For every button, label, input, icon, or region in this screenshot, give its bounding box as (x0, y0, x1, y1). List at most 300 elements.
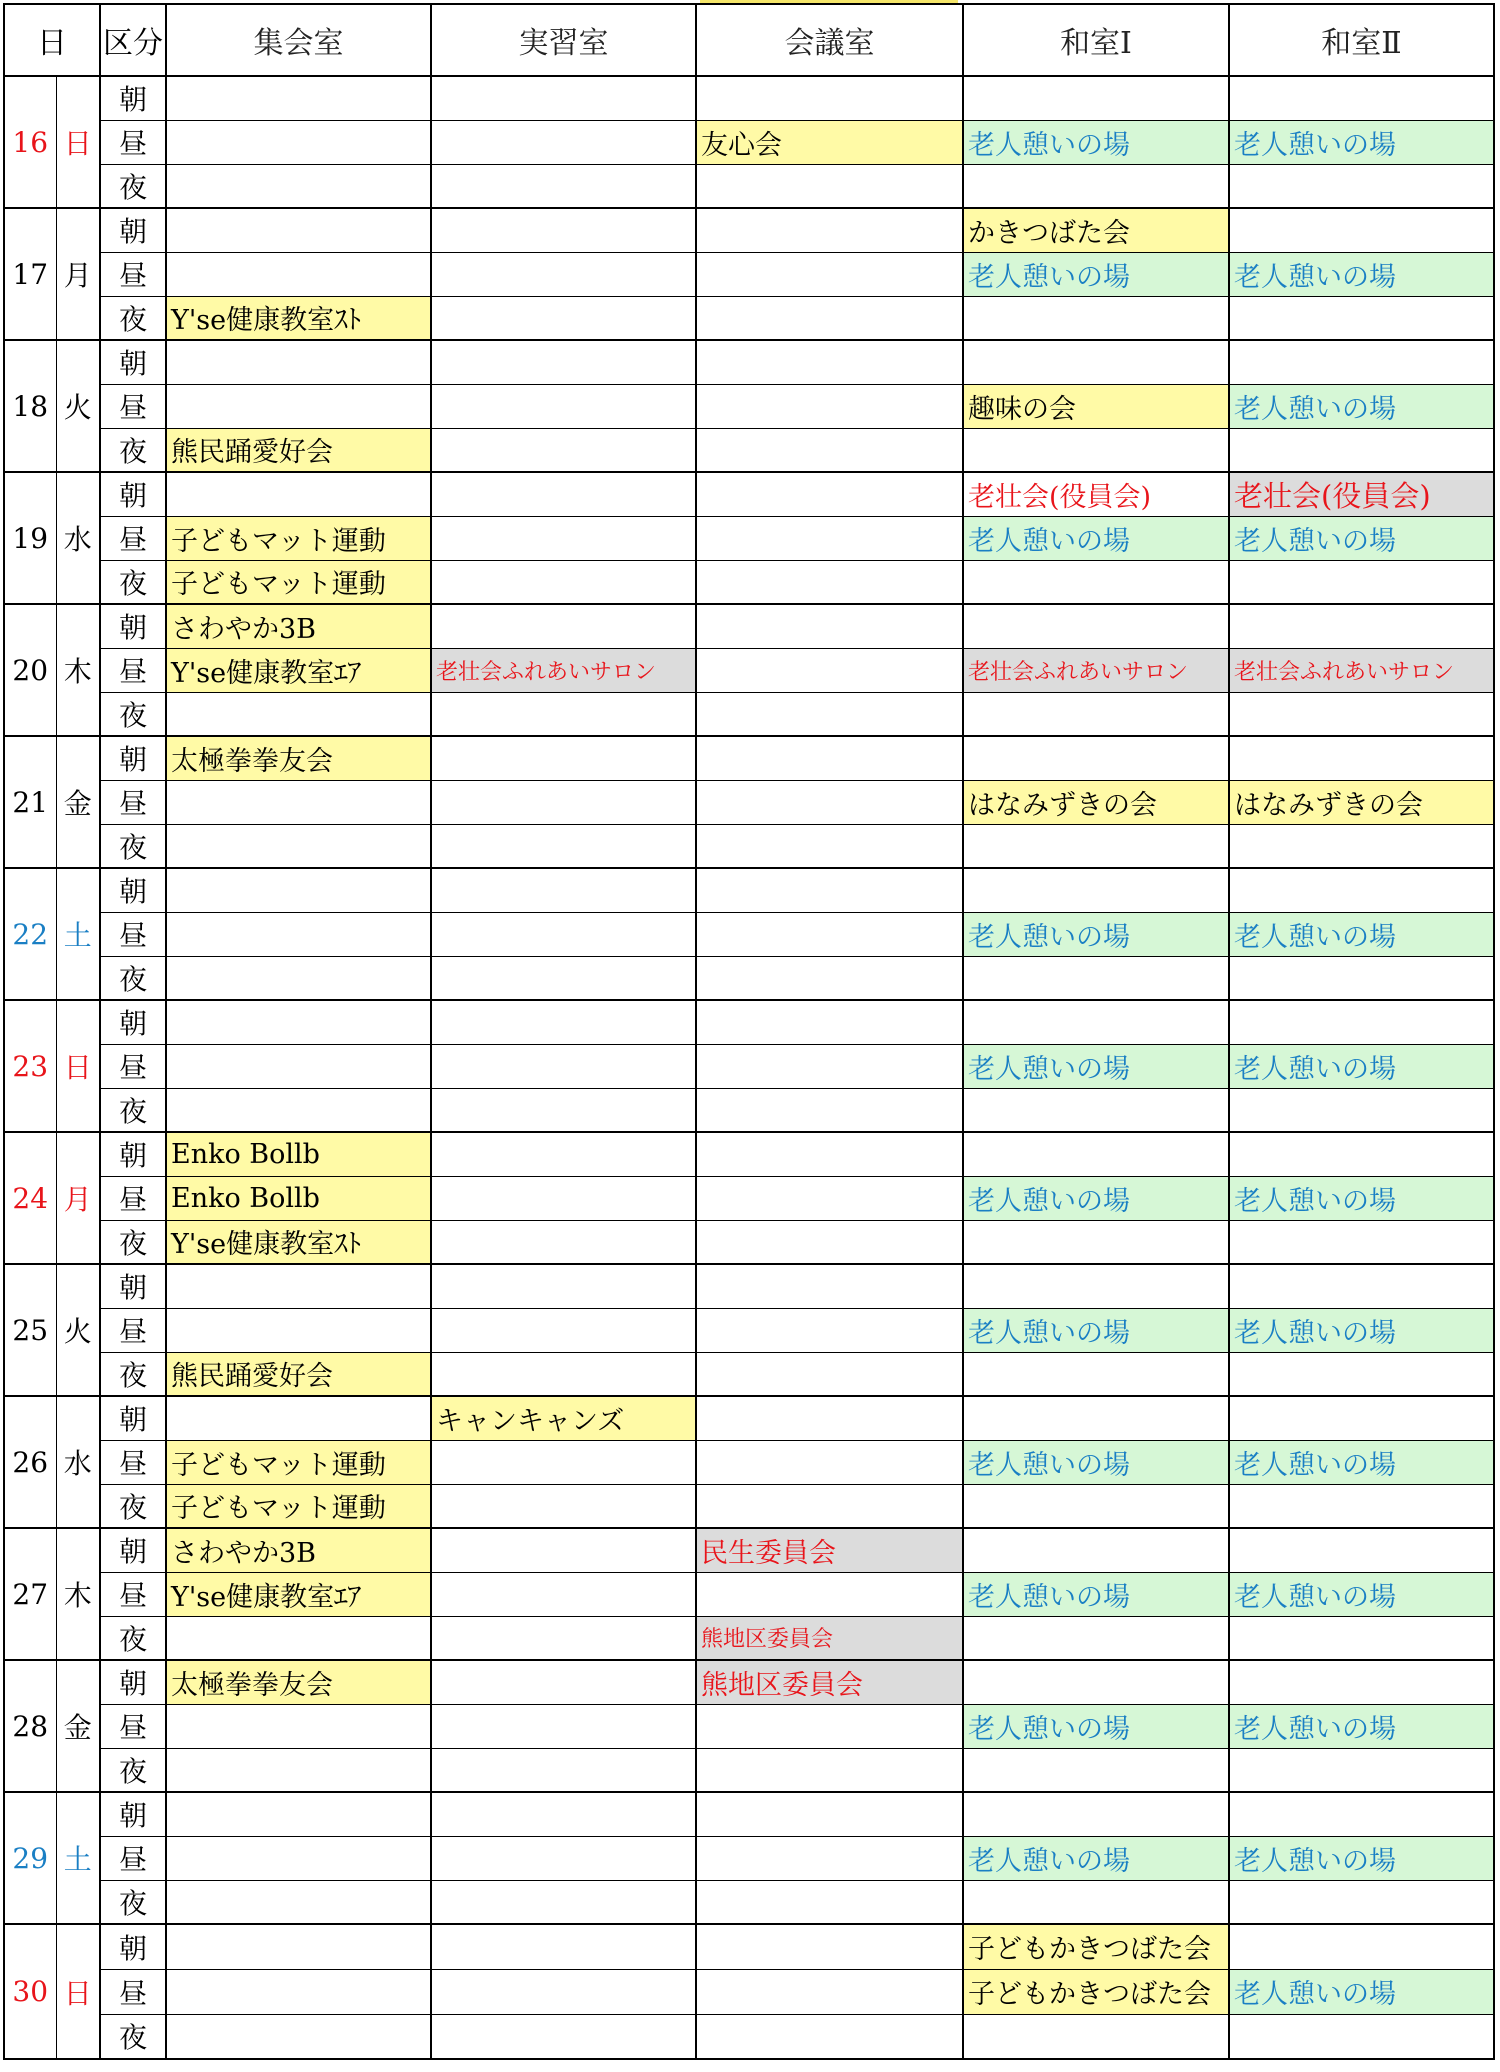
booking-cell-washitsu-2[interactable]: 老人憩いの場 (1229, 252, 1494, 296)
day-number: 27 (4, 1528, 56, 1660)
booking-cell-washitsu-2[interactable] (1229, 1616, 1494, 1660)
time-slot-label: 昼 (100, 1969, 166, 2014)
booking-cell-meeting[interactable] (696, 516, 963, 560)
booking-cell-meeting[interactable] (696, 780, 963, 824)
booking-cell-washitsu-2[interactable] (1229, 1484, 1494, 1528)
booking-cell-washitsu-2[interactable] (1229, 1924, 1494, 1969)
schedule-row (4, 1088, 1494, 1132)
booking-cell-practice[interactable] (431, 692, 696, 736)
booking-cell-washitsu-2[interactable] (1229, 76, 1494, 120)
booking-cell-washitsu-2[interactable] (1229, 340, 1494, 384)
day-of-week: 木 (56, 604, 100, 736)
booking-cell-practice[interactable]: 老壮会ふれあいサロン (431, 648, 696, 692)
booking-cell-practice[interactable] (431, 472, 696, 516)
day-number: 29 (4, 1792, 56, 1924)
booking-cell-assembly[interactable] (166, 912, 431, 956)
booking-cell-practice[interactable] (431, 1969, 696, 2014)
booking-cell-washitsu-1[interactable] (963, 76, 1229, 120)
booking-cell-washitsu-2[interactable]: 老人憩いの場 (1229, 516, 1494, 560)
booking-cell-assembly[interactable]: 熊民踊愛好会 (166, 1352, 431, 1396)
booking-cell-washitsu-2[interactable]: 老壮会ふれあいサロン (1229, 648, 1494, 692)
booking-cell-practice[interactable] (431, 1924, 696, 1969)
booking-cell-washitsu-2[interactable]: はなみずきの会 (1229, 780, 1494, 824)
schedule-row (4, 1880, 1494, 1924)
booking-cell-washitsu-2[interactable]: 老人憩いの場 (1229, 1836, 1494, 1880)
booking-cell-assembly[interactable] (166, 252, 431, 296)
booking-cell-assembly[interactable] (166, 472, 431, 516)
booking-cell-assembly[interactable]: 太極拳拳友会 (166, 736, 431, 780)
booking-cell-meeting[interactable] (696, 1352, 963, 1396)
schedule-row (4, 648, 1494, 692)
schedule-row (4, 164, 1494, 208)
booking-cell-assembly[interactable] (166, 164, 431, 208)
booking-cell-practice[interactable] (431, 1528, 696, 1572)
booking-cell-assembly[interactable]: Y'se健康教室ｴｱ (166, 648, 431, 692)
booking-cell-assembly[interactable] (166, 956, 431, 1000)
booking-cell-assembly[interactable] (166, 1044, 431, 1088)
schedule-row (4, 912, 1494, 956)
booking-cell-assembly[interactable] (166, 780, 431, 824)
header-room-assembly: 集会室 (166, 4, 431, 76)
booking-cell-meeting[interactable] (696, 1924, 963, 1969)
day-of-week: 日 (56, 76, 100, 208)
booking-cell-washitsu-1[interactable] (963, 1792, 1229, 1836)
booking-cell-assembly[interactable]: Y'se健康教室ｽﾄ (166, 1220, 431, 1264)
booking-cell-meeting[interactable] (696, 648, 963, 692)
booking-cell-washitsu-2[interactable]: 老人憩いの場 (1229, 1704, 1494, 1748)
schedule-row (4, 1396, 1494, 1440)
time-slot-label: 昼 (100, 252, 166, 296)
booking-cell-meeting[interactable] (696, 2014, 963, 2059)
booking-cell-washitsu-2[interactable] (1229, 1220, 1494, 1264)
booking-cell-washitsu-2[interactable]: 老人憩いの場 (1229, 120, 1494, 164)
booking-cell-practice[interactable] (431, 1352, 696, 1396)
time-slot-label: 朝 (100, 1792, 166, 1836)
booking-cell-meeting[interactable] (696, 1440, 963, 1484)
booking-cell-washitsu-1[interactable]: 老人憩いの場 (963, 1704, 1229, 1748)
booking-cell-assembly[interactable] (166, 1264, 431, 1308)
booking-cell-meeting[interactable]: 友心会 (696, 120, 963, 164)
booking-cell-practice[interactable] (431, 2014, 696, 2059)
booking-cell-meeting[interactable] (696, 296, 963, 340)
booking-cell-practice[interactable] (431, 604, 696, 648)
booking-cell-practice[interactable] (431, 1264, 696, 1308)
schedule-row (4, 1528, 1494, 1572)
booking-cell-assembly[interactable] (166, 824, 431, 868)
booking-cell-washitsu-2[interactable] (1229, 428, 1494, 472)
booking-cell-washitsu-1[interactable]: 子どもかきつばた会 (963, 1969, 1229, 2014)
booking-cell-assembly[interactable] (166, 1880, 431, 1924)
booking-cell-washitsu-1[interactable] (963, 1748, 1229, 1792)
booking-cell-practice[interactable] (431, 428, 696, 472)
booking-cell-washitsu-1[interactable] (963, 604, 1229, 648)
booking-cell-washitsu-1[interactable]: 老人憩いの場 (963, 1836, 1229, 1880)
booking-cell-assembly[interactable]: Y'se健康教室ｴｱ (166, 1572, 431, 1616)
booking-cell-assembly[interactable] (166, 1969, 431, 2014)
schedule-row (4, 208, 1494, 252)
time-slot-label: 朝 (100, 868, 166, 912)
time-slot-label: 夜 (100, 1748, 166, 1792)
booking-cell-meeting[interactable] (696, 1176, 963, 1220)
booking-cell-practice[interactable] (431, 296, 696, 340)
booking-cell-washitsu-1[interactable] (963, 428, 1229, 472)
time-slot-label: 夜 (100, 2014, 166, 2059)
booking-cell-washitsu-2[interactable] (1229, 604, 1494, 648)
booking-cell-meeting[interactable] (696, 1484, 963, 1528)
booking-cell-washitsu-2[interactable]: 老壮会(役員会) (1229, 472, 1494, 516)
booking-cell-meeting[interactable] (696, 428, 963, 472)
day-of-week: 土 (56, 868, 100, 1000)
booking-cell-washitsu-2[interactable]: 老人憩いの場 (1229, 384, 1494, 428)
booking-cell-practice[interactable] (431, 164, 696, 208)
booking-cell-assembly[interactable] (166, 868, 431, 912)
booking-cell-washitsu-2[interactable] (1229, 1880, 1494, 1924)
booking-cell-washitsu-2[interactable] (1229, 164, 1494, 208)
day-number: 18 (4, 340, 56, 472)
schedule-row (4, 1264, 1494, 1308)
booking-cell-assembly[interactable] (166, 340, 431, 384)
booking-cell-washitsu-1[interactable] (963, 1352, 1229, 1396)
booking-cell-meeting[interactable] (696, 912, 963, 956)
booking-cell-meeting[interactable] (696, 1792, 963, 1836)
schedule-row (4, 1220, 1494, 1264)
day-number: 25 (4, 1264, 56, 1396)
booking-cell-meeting[interactable]: 熊地区委員会 (696, 1660, 963, 1704)
booking-cell-assembly[interactable] (166, 2014, 431, 2059)
header-slot: 区分 (100, 4, 166, 76)
booking-cell-assembly[interactable]: さわやか3B (166, 604, 431, 648)
booking-cell-meeting[interactable] (696, 1880, 963, 1924)
time-slot-label: 夜 (100, 560, 166, 604)
time-slot-label: 昼 (100, 384, 166, 428)
booking-cell-washitsu-1[interactable]: かきつばた会 (963, 208, 1229, 252)
booking-cell-assembly[interactable]: 太極拳拳友会 (166, 1660, 431, 1704)
booking-cell-assembly[interactable] (166, 1792, 431, 1836)
time-slot-label: 夜 (100, 1088, 166, 1132)
booking-cell-meeting[interactable] (696, 340, 963, 384)
booking-cell-meeting[interactable] (696, 252, 963, 296)
booking-cell-washitsu-1[interactable] (963, 1132, 1229, 1176)
booking-cell-assembly[interactable] (166, 76, 431, 120)
booking-cell-washitsu-1[interactable]: 老人憩いの場 (963, 1440, 1229, 1484)
booking-cell-meeting[interactable] (696, 1748, 963, 1792)
booking-cell-practice[interactable] (431, 1176, 696, 1220)
booking-cell-washitsu-1[interactable]: 老人憩いの場 (963, 1044, 1229, 1088)
booking-cell-meeting[interactable] (696, 956, 963, 1000)
booking-cell-practice[interactable] (431, 208, 696, 252)
booking-cell-practice[interactable] (431, 1572, 696, 1616)
day-of-week: 日 (56, 1924, 100, 2059)
booking-cell-practice[interactable] (431, 1000, 696, 1044)
booking-cell-practice[interactable] (431, 1220, 696, 1264)
booking-cell-washitsu-2[interactable] (1229, 1792, 1494, 1836)
booking-cell-practice[interactable] (431, 956, 696, 1000)
booking-cell-practice[interactable] (431, 1704, 696, 1748)
booking-cell-washitsu-2[interactable] (1229, 1000, 1494, 1044)
booking-cell-washitsu-2[interactable]: 老人憩いの場 (1229, 1969, 1494, 2014)
time-slot-label: 夜 (100, 1484, 166, 1528)
booking-cell-practice[interactable] (431, 76, 696, 120)
booking-cell-washitsu-1[interactable]: はなみずきの会 (963, 780, 1229, 824)
booking-cell-meeting[interactable] (696, 1132, 963, 1176)
booking-cell-washitsu-1[interactable]: 趣味の会 (963, 384, 1229, 428)
booking-cell-washitsu-1[interactable]: 老人憩いの場 (963, 1308, 1229, 1352)
booking-cell-practice[interactable] (431, 868, 696, 912)
booking-cell-washitsu-2[interactable] (1229, 1352, 1494, 1396)
booking-cell-washitsu-2[interactable] (1229, 296, 1494, 340)
booking-cell-washitsu-2[interactable] (1229, 956, 1494, 1000)
booking-cell-washitsu-1[interactable] (963, 692, 1229, 736)
schedule-row (4, 1748, 1494, 1792)
booking-cell-assembly[interactable] (166, 692, 431, 736)
day-of-week: 日 (56, 1000, 100, 1132)
booking-cell-practice[interactable] (431, 252, 696, 296)
schedule-row (4, 120, 1494, 164)
booking-cell-washitsu-1[interactable]: 老人憩いの場 (963, 1572, 1229, 1616)
booking-cell-assembly[interactable] (166, 1396, 431, 1440)
booking-cell-meeting[interactable]: 熊地区委員会 (696, 1616, 963, 1660)
booking-cell-washitsu-2[interactable]: 老人憩いの場 (1229, 912, 1494, 956)
booking-cell-assembly[interactable] (166, 120, 431, 164)
time-slot-label: 夜 (100, 296, 166, 340)
booking-cell-washitsu-1[interactable]: 老人憩いの場 (963, 252, 1229, 296)
booking-cell-practice[interactable] (431, 1308, 696, 1352)
schedule-row (4, 1000, 1494, 1044)
booking-cell-washitsu-1[interactable]: 老人憩いの場 (963, 120, 1229, 164)
booking-cell-washitsu-1[interactable] (963, 1528, 1229, 1572)
booking-cell-washitsu-1[interactable] (963, 1484, 1229, 1528)
booking-cell-practice[interactable] (431, 384, 696, 428)
booking-cell-meeting[interactable] (696, 1969, 963, 2014)
booking-cell-meeting[interactable] (696, 1308, 963, 1352)
booking-cell-washitsu-2[interactable] (1229, 1528, 1494, 1572)
booking-cell-practice[interactable] (431, 912, 696, 956)
booking-cell-washitsu-1[interactable] (963, 736, 1229, 780)
booking-cell-washitsu-2[interactable] (1229, 824, 1494, 868)
schedule-row (4, 780, 1494, 824)
booking-cell-washitsu-2[interactable] (1229, 1132, 1494, 1176)
booking-cell-practice[interactable] (431, 1484, 696, 1528)
schedule-body (4, 76, 1494, 2059)
schedule-row (4, 1969, 1494, 2014)
schedule-row (4, 1176, 1494, 1220)
booking-cell-assembly[interactable] (166, 1704, 431, 1748)
booking-cell-meeting[interactable] (696, 76, 963, 120)
booking-cell-washitsu-1[interactable] (963, 164, 1229, 208)
booking-cell-meeting[interactable] (696, 736, 963, 780)
day-number: 30 (4, 1924, 56, 2059)
booking-cell-washitsu-2[interactable]: 老人憩いの場 (1229, 1308, 1494, 1352)
booking-cell-practice[interactable]: キャンキャンズ (431, 1396, 696, 1440)
booking-cell-assembly[interactable] (166, 1836, 431, 1880)
booking-cell-washitsu-1[interactable]: 老人憩いの場 (963, 1176, 1229, 1220)
booking-cell-practice[interactable] (431, 1616, 696, 1660)
booking-cell-washitsu-2[interactable] (1229, 868, 1494, 912)
booking-cell-washitsu-2[interactable]: 老人憩いの場 (1229, 1440, 1494, 1484)
booking-cell-washitsu-2[interactable]: 老人憩いの場 (1229, 1176, 1494, 1220)
time-slot-label: 昼 (100, 516, 166, 560)
booking-cell-washitsu-2[interactable] (1229, 208, 1494, 252)
booking-cell-meeting[interactable] (696, 1264, 963, 1308)
booking-cell-washitsu-1[interactable] (963, 340, 1229, 384)
schedule-row (4, 1660, 1494, 1704)
booking-cell-washitsu-1[interactable] (963, 1660, 1229, 1704)
schedule-row (4, 252, 1494, 296)
booking-cell-assembly[interactable]: 子どもマット運動 (166, 1440, 431, 1484)
schedule-row (4, 472, 1494, 516)
booking-cell-meeting[interactable] (696, 1836, 963, 1880)
booking-cell-practice[interactable] (431, 340, 696, 384)
booking-cell-practice[interactable] (431, 560, 696, 604)
booking-cell-assembly[interactable] (166, 1748, 431, 1792)
time-slot-label: 夜 (100, 1220, 166, 1264)
booking-cell-meeting[interactable] (696, 604, 963, 648)
booking-cell-assembly[interactable] (166, 1924, 431, 1969)
day-number: 21 (4, 736, 56, 868)
booking-cell-assembly[interactable]: Enko Bollb (166, 1132, 431, 1176)
day-of-week: 月 (56, 208, 100, 340)
booking-cell-assembly[interactable]: 子どもマット運動 (166, 1484, 431, 1528)
time-slot-label: 朝 (100, 472, 166, 516)
schedule-row (4, 1616, 1494, 1660)
schedule-row (4, 956, 1494, 1000)
time-slot-label: 朝 (100, 1528, 166, 1572)
booking-cell-meeting[interactable] (696, 1088, 963, 1132)
booking-cell-assembly[interactable] (166, 1088, 431, 1132)
booking-cell-meeting[interactable] (696, 1396, 963, 1440)
booking-cell-meeting[interactable] (696, 384, 963, 428)
booking-cell-practice[interactable] (431, 1792, 696, 1836)
time-slot-label: 昼 (100, 1572, 166, 1616)
booking-cell-meeting[interactable] (696, 824, 963, 868)
booking-cell-meeting[interactable]: 民生委員会 (696, 1528, 963, 1572)
booking-cell-practice[interactable] (431, 1132, 696, 1176)
booking-cell-washitsu-1[interactable] (963, 296, 1229, 340)
schedule-row (4, 296, 1494, 340)
booking-cell-washitsu-1[interactable] (963, 1880, 1229, 1924)
booking-cell-assembly[interactable] (166, 1308, 431, 1352)
booking-cell-assembly[interactable]: Y'se健康教室ｽﾄ (166, 296, 431, 340)
booking-cell-practice[interactable] (431, 736, 696, 780)
schedule-row (4, 1352, 1494, 1396)
time-slot-label: 夜 (100, 1880, 166, 1924)
booking-cell-meeting[interactable] (696, 1704, 963, 1748)
booking-cell-practice[interactable] (431, 120, 696, 164)
booking-cell-washitsu-1[interactable] (963, 868, 1229, 912)
time-slot-label: 朝 (100, 736, 166, 780)
booking-cell-meeting[interactable] (696, 560, 963, 604)
booking-cell-meeting[interactable] (696, 1572, 963, 1616)
booking-cell-practice[interactable] (431, 1088, 696, 1132)
booking-cell-washitsu-2[interactable] (1229, 2014, 1494, 2059)
booking-cell-washitsu-1[interactable] (963, 1000, 1229, 1044)
time-slot-label: 夜 (100, 428, 166, 472)
booking-cell-practice[interactable] (431, 824, 696, 868)
booking-cell-washitsu-2[interactable] (1229, 1396, 1494, 1440)
booking-cell-washitsu-1[interactable]: 子どもかきつばた会 (963, 1924, 1229, 1969)
booking-cell-practice[interactable] (431, 1836, 696, 1880)
booking-cell-practice[interactable] (431, 1660, 696, 1704)
booking-cell-assembly[interactable] (166, 208, 431, 252)
booking-cell-washitsu-1[interactable] (963, 1616, 1229, 1660)
booking-cell-washitsu-2[interactable] (1229, 1264, 1494, 1308)
booking-cell-washitsu-1[interactable]: 老壮会(役員会) (963, 472, 1229, 516)
booking-cell-washitsu-2[interactable] (1229, 560, 1494, 604)
day-of-week: 火 (56, 340, 100, 472)
schedule-row (4, 1704, 1494, 1748)
time-slot-label: 昼 (100, 1176, 166, 1220)
booking-cell-washitsu-1[interactable]: 老人憩いの場 (963, 912, 1229, 956)
booking-cell-meeting[interactable] (696, 208, 963, 252)
booking-cell-washitsu-1[interactable] (963, 560, 1229, 604)
booking-cell-washitsu-1[interactable]: 老人憩いの場 (963, 516, 1229, 560)
booking-cell-assembly[interactable] (166, 384, 431, 428)
booking-cell-meeting[interactable] (696, 1220, 963, 1264)
header-room-meeting: 会議室 (696, 4, 963, 76)
booking-cell-assembly[interactable]: 熊民踊愛好会 (166, 428, 431, 472)
booking-cell-washitsu-2[interactable]: 老人憩いの場 (1229, 1044, 1494, 1088)
booking-cell-washitsu-2[interactable] (1229, 1748, 1494, 1792)
booking-cell-washitsu-1[interactable] (963, 1220, 1229, 1264)
booking-cell-washitsu-1[interactable] (963, 2014, 1229, 2059)
booking-cell-assembly[interactable]: 子どもマット運動 (166, 516, 431, 560)
booking-cell-meeting[interactable] (696, 164, 963, 208)
booking-cell-washitsu-2[interactable] (1229, 1660, 1494, 1704)
booking-cell-washitsu-1[interactable] (963, 956, 1229, 1000)
booking-cell-washitsu-2[interactable]: 老人憩いの場 (1229, 1572, 1494, 1616)
booking-cell-washitsu-1[interactable] (963, 1264, 1229, 1308)
booking-cell-washitsu-1[interactable] (963, 824, 1229, 868)
booking-cell-practice[interactable] (431, 1440, 696, 1484)
booking-cell-assembly[interactable]: さわやか3B (166, 1528, 431, 1572)
day-number: 23 (4, 1000, 56, 1132)
booking-cell-washitsu-2[interactable] (1229, 736, 1494, 780)
day-number: 19 (4, 472, 56, 604)
booking-cell-washitsu-1[interactable] (963, 1088, 1229, 1132)
booking-cell-practice[interactable] (431, 1044, 696, 1088)
schedule-row (4, 560, 1494, 604)
booking-cell-meeting[interactable] (696, 692, 963, 736)
booking-cell-washitsu-2[interactable] (1229, 1088, 1494, 1132)
booking-cell-meeting[interactable] (696, 472, 963, 516)
booking-cell-assembly[interactable]: Enko Bollb (166, 1176, 431, 1220)
booking-cell-practice[interactable] (431, 1748, 696, 1792)
booking-cell-meeting[interactable] (696, 1044, 963, 1088)
booking-cell-practice[interactable] (431, 780, 696, 824)
booking-cell-practice[interactable] (431, 516, 696, 560)
time-slot-label: 昼 (100, 648, 166, 692)
header-room-washitsu-1: 和室Ⅰ (963, 4, 1229, 76)
booking-cell-washitsu-1[interactable] (963, 1396, 1229, 1440)
time-slot-label: 昼 (100, 1440, 166, 1484)
booking-cell-practice[interactable] (431, 1880, 696, 1924)
schedule-row (4, 868, 1494, 912)
booking-cell-meeting[interactable] (696, 868, 963, 912)
time-slot-label: 朝 (100, 1132, 166, 1176)
booking-cell-washitsu-1[interactable]: 老壮会ふれあいサロン (963, 648, 1229, 692)
booking-cell-assembly[interactable]: 子どもマット運動 (166, 560, 431, 604)
header-room-practice: 実習室 (431, 4, 696, 76)
schedule-row (4, 604, 1494, 648)
booking-cell-washitsu-2[interactable] (1229, 692, 1494, 736)
booking-cell-assembly[interactable] (166, 1000, 431, 1044)
booking-cell-meeting[interactable] (696, 1000, 963, 1044)
schedule-row (4, 824, 1494, 868)
booking-cell-assembly[interactable] (166, 1616, 431, 1660)
time-slot-label: 昼 (100, 120, 166, 164)
time-slot-label: 夜 (100, 1352, 166, 1396)
schedule-row (4, 2014, 1494, 2059)
